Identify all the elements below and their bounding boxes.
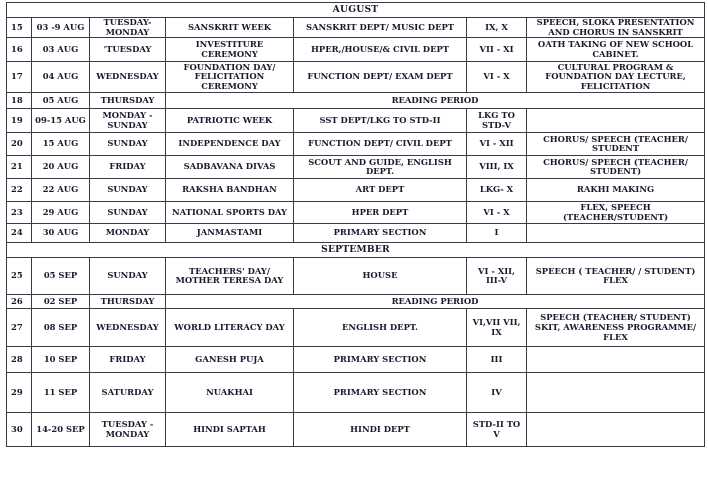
cell-activity: [527, 373, 705, 413]
cell-day: SUNDAY: [90, 202, 166, 224]
table-row: [7, 38, 705, 62]
cell-date: 09-15 AUG: [32, 109, 90, 133]
cell-day: FRIDAY: [90, 347, 166, 373]
cell-activity: RAKHI MAKING: [527, 179, 705, 202]
cell-dept: PRIMARY SECTION: [294, 347, 467, 373]
cell-event: INDEPENDENCE DAY: [166, 133, 294, 156]
cell-activity: [527, 347, 705, 373]
cell-activity: [527, 109, 705, 133]
cell-day: TUESDAY - MONDAY: [90, 413, 166, 447]
cell-dept: PRIMARY SECTION: [294, 373, 467, 413]
cell-date: 03 -9 AUG: [32, 18, 90, 38]
cell-dept: ART DEPT: [294, 179, 467, 202]
table-row: [7, 202, 705, 224]
cell-activity: [527, 413, 705, 447]
cell-no: 24: [7, 224, 32, 243]
cell-dept: SANSKRIT DEPT/ MUSIC DEPT: [294, 18, 467, 38]
cell-class: VI - X: [467, 202, 527, 224]
cell-class: VI - XII: [467, 133, 527, 156]
cell-day: WEDNESDAY: [90, 309, 166, 347]
cell-activity: CHORUS/ SPEECH (TEACHER/ STUDENT): [527, 156, 705, 179]
cell-no: 28: [7, 347, 32, 373]
cell-class: STD-II TO V: [467, 413, 527, 447]
cell-no: 20: [7, 133, 32, 156]
table-row: [7, 18, 705, 38]
table-row: [7, 347, 705, 373]
cell-dept: HOUSE: [294, 258, 467, 295]
cell-day: SUNDAY: [90, 258, 166, 295]
cell-no: 23: [7, 202, 32, 224]
table-row: [7, 133, 705, 156]
table-row: [7, 109, 705, 133]
cell-dept: HPER DEPT: [294, 202, 467, 224]
calendar-table: [6, 2, 705, 447]
cell-span: READING PERIOD: [166, 93, 705, 109]
cell-event: FOUNDATION DAY/ FELICITATION CEREMONY: [166, 62, 294, 93]
cell-dept: SST DEPT/LKG TO STD-II: [294, 109, 467, 133]
cell-span: READING PERIOD: [166, 295, 705, 309]
cell-date: 08 SEP: [32, 309, 90, 347]
cell-no: 25: [7, 258, 32, 295]
cell-no: 27: [7, 309, 32, 347]
cell-dept: HPER,/HOUSE/& CIVIL DEPT: [294, 38, 467, 62]
cell-class: III: [467, 347, 527, 373]
cell-event: JANMASTAMI: [166, 224, 294, 243]
cell-dept: PRIMARY SECTION: [294, 224, 467, 243]
table-row: [7, 156, 705, 179]
cell-activity: SPEECH ( TEACHER/ / STUDENT) FLEX: [527, 258, 705, 295]
cell-day: TUESDAY-MONDAY: [90, 18, 166, 38]
cell-dept: FUNCTION DEPT/ CIVIL DEPT: [294, 133, 467, 156]
cell-activity: [527, 224, 705, 243]
cell-date: 04 AUG: [32, 62, 90, 93]
cell-day: SUNDAY: [90, 179, 166, 202]
month-title: SEPTEMBER: [7, 243, 705, 258]
cell-day: 'TUESDAY: [90, 38, 166, 62]
cell-day: MONDAY - SUNDAY: [90, 109, 166, 133]
cell-date: 14-20 SEP: [32, 413, 90, 447]
cell-event: RAKSHA BANDHAN: [166, 179, 294, 202]
cell-day: WEDNESDAY: [90, 62, 166, 93]
cell-date: 22 AUG: [32, 179, 90, 202]
cell-no: 21: [7, 156, 32, 179]
cell-activity: FLEX, SPEECH (TEACHER/STUDENT): [527, 202, 705, 224]
cell-day: THURSDAY: [90, 295, 166, 309]
cell-date: 03 AUG: [32, 38, 90, 62]
cell-event: SANSKRIT WEEK: [166, 18, 294, 38]
cell-no: 15: [7, 18, 32, 38]
cell-no: 26: [7, 295, 32, 309]
cell-event: HINDI SAPTAH: [166, 413, 294, 447]
table-row: [7, 93, 705, 109]
cell-class: VI - XII, III-V: [467, 258, 527, 295]
cell-day: FRIDAY: [90, 156, 166, 179]
table-row: [7, 62, 705, 93]
cell-date: 05 AUG: [32, 93, 90, 109]
cell-no: 30: [7, 413, 32, 447]
cell-activity: SPEECH, SLOKA PRESENTATION AND CHORUS IN SANSKRIT: [527, 18, 705, 38]
table-row: [7, 309, 705, 347]
cell-no: 22: [7, 179, 32, 202]
cell-class: VII - XI: [467, 38, 527, 62]
cell-date: 15 AUG: [32, 133, 90, 156]
month-title: AUGUST: [7, 3, 705, 18]
cell-date: 10 SEP: [32, 347, 90, 373]
cell-no: 19: [7, 109, 32, 133]
cell-activity: CHORUS/ SPEECH (TEACHER/ STUDENT: [527, 133, 705, 156]
cell-class: LKG- X: [467, 179, 527, 202]
cell-class: I: [467, 224, 527, 243]
cell-class: LKG TO STD-V: [467, 109, 527, 133]
cell-class: IX, X: [467, 18, 527, 38]
cell-class: VI - X: [467, 62, 527, 93]
table-row: [7, 373, 705, 413]
cell-event: SADBAVANA DIVAS: [166, 156, 294, 179]
cell-date: 20 AUG: [32, 156, 90, 179]
cell-activity: OATH TAKING OF NEW SCHOOL CABINET.: [527, 38, 705, 62]
cell-date: 05 SEP: [32, 258, 90, 295]
cell-class: IV: [467, 373, 527, 413]
cell-date: 02 SEP: [32, 295, 90, 309]
cell-day: SATURDAY: [90, 373, 166, 413]
cell-event: WORLD LITERACY DAY: [166, 309, 294, 347]
table-row: [7, 179, 705, 202]
cell-no: 17: [7, 62, 32, 93]
cell-event: PATRIOTIC WEEK: [166, 109, 294, 133]
cell-day: MONDAY: [90, 224, 166, 243]
activity-calendar: [6, 2, 704, 486]
table-row: [7, 258, 705, 295]
table-row: [7, 295, 705, 309]
table-row: [7, 413, 705, 447]
cell-event: NUAKHAI: [166, 373, 294, 413]
month-header-row: [7, 3, 705, 18]
cell-class: VI,VII VII, IX: [467, 309, 527, 347]
cell-no: 18: [7, 93, 32, 109]
cell-activity: CULTURAL PROGRAM & FOUNDATION DAY LECTURE, FELICITATION: [527, 62, 705, 93]
cell-event: TEACHERS' DAY/ MOTHER TERESA DAY: [166, 258, 294, 295]
cell-class: VIII, IX: [467, 156, 527, 179]
cell-event: GANESH PUJA: [166, 347, 294, 373]
cell-day: SUNDAY: [90, 133, 166, 156]
cell-no: 29: [7, 373, 32, 413]
cell-dept: SCOUT AND GUIDE, ENGLISH DEPT.: [294, 156, 467, 179]
cell-event: INVESTITURE CEREMONY: [166, 38, 294, 62]
calendar-body: [7, 3, 705, 447]
cell-date: 30 AUG: [32, 224, 90, 243]
month-header-row: [7, 243, 705, 258]
cell-dept: HINDI DEPT: [294, 413, 467, 447]
table-row: [7, 224, 705, 243]
cell-day: THURSDAY: [90, 93, 166, 109]
cell-event: NATIONAL SPORTS DAY: [166, 202, 294, 224]
cell-date: 11 SEP: [32, 373, 90, 413]
cell-no: 16: [7, 38, 32, 62]
cell-dept: ENGLISH DEPT.: [294, 309, 467, 347]
cell-activity: SPEECH (TEACHER/ STUDENT) SKIT, AWARENESS PROGRAMME/ FLEX: [527, 309, 705, 347]
cell-date: 29 AUG: [32, 202, 90, 224]
cell-dept: FUNCTION DEPT/ EXAM DEPT: [294, 62, 467, 93]
